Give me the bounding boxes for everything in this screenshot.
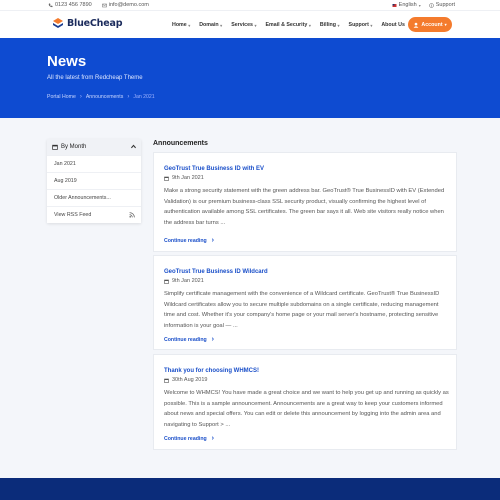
page-title: News <box>47 53 87 70</box>
chevron-right-icon: › <box>211 237 214 244</box>
nav-item-email-security[interactable] <box>266 22 311 28</box>
sidebar-header[interactable] <box>47 139 141 155</box>
brand-name: BlueCheap <box>67 17 123 29</box>
announcement-card <box>153 354 457 450</box>
account-button[interactable] <box>408 17 452 32</box>
announcement-excerpt: Simplify certificate management with the convenience of a Wildcard certificate. GeoTrust® True BusinessID Wildcard certificates allow you to secure multiple subdomains on a single certificate, reducing management time and cost. Whether it's your company's home page or your mail server's hostname, protecting sensitive information is your goal — ... <box>164 291 440 329</box>
sidebar-item-older[interactable] <box>47 189 141 206</box>
sidebar-by-month <box>47 139 141 223</box>
rss-icon <box>129 212 135 218</box>
chevron-right-icon: › <box>211 435 214 442</box>
sidebar-item-label: Jan 2021 <box>54 161 76 167</box>
date-label: 30th Aug 2019 <box>172 377 208 383</box>
breadcrumb-current: Jan 2021 <box>133 94 155 100</box>
announcement-date <box>164 278 204 284</box>
chevron-right-icon: › <box>127 94 130 100</box>
breadcrumb <box>47 94 155 100</box>
calendar-icon <box>164 279 169 284</box>
sidebar-item-label: Older Announcements... <box>54 195 111 201</box>
phone-number: 0123 456 7890 <box>55 2 92 8</box>
top-bar <box>0 0 500 10</box>
flag-icon <box>392 3 397 8</box>
nav-label: Domain <box>199 22 219 28</box>
announcement-title[interactable]: GeoTrust True Business ID Wildcard <box>164 269 268 275</box>
chevron-down-icon: ▾ <box>188 22 191 28</box>
user-icon <box>413 22 419 28</box>
announcement-excerpt: Welcome to WHMCS! You have made a great choice and we want to help you get up and running as quickly as possible. This is a sample announcement. Announcements are a great way to keep your customers informed about news and special offers. You can edit or delete this announcement by logging into the admin area and navigating to Support > ... <box>164 390 449 428</box>
calendar-icon <box>52 144 58 150</box>
announcement-title[interactable]: Thank you for choosing WHMCS! <box>164 368 259 374</box>
continue-reading-label: Continue reading <box>164 237 207 244</box>
announcements-heading: Announcements <box>153 140 208 147</box>
site-header <box>0 10 500 38</box>
sidebar-heading: By Month <box>61 144 87 150</box>
chevron-right-icon: › <box>211 336 214 343</box>
page-hero <box>0 38 500 118</box>
announcement-card <box>153 152 457 252</box>
language-label: English <box>398 2 417 8</box>
announcement-date <box>164 175 204 181</box>
breadcrumb-portal-home[interactable]: Portal Home <box>47 94 76 100</box>
chevron-down-icon: ▾ <box>370 22 373 28</box>
chevron-down-icon: ▾ <box>337 22 340 28</box>
continue-reading-link[interactable] <box>164 435 214 442</box>
nav-item-home[interactable] <box>172 22 190 28</box>
chevron-right-icon: › <box>79 94 82 100</box>
envelope-icon <box>102 3 107 8</box>
continue-reading-link[interactable] <box>164 336 214 343</box>
chevron-down-icon: ▾ <box>308 22 311 28</box>
date-label: 9th Jan 2021 <box>172 175 204 181</box>
main-nav <box>172 22 405 28</box>
sidebar-item-label: Aug 2019 <box>54 178 77 184</box>
nav-label: Services <box>231 22 253 28</box>
nav-label: Billing <box>319 22 337 28</box>
chevron-down-icon: ▾ <box>444 22 447 27</box>
continue-reading-label: Continue reading <box>164 336 207 343</box>
sidebar-item-rss[interactable] <box>47 206 141 223</box>
nav-item-domain[interactable] <box>199 22 222 28</box>
announcement-title[interactable]: GeoTrust True Business ID with EV <box>164 166 265 172</box>
breadcrumb-announcements[interactable]: Announcements <box>85 94 124 100</box>
sidebar-item-label: View RSS Feed <box>54 212 92 218</box>
nav-item-support[interactable] <box>349 22 373 28</box>
chevron-up-icon <box>130 143 137 150</box>
nav-item-billing[interactable] <box>320 22 340 28</box>
phone-contact[interactable] <box>48 2 92 8</box>
announcement-excerpt: Make a strong security statement with the green address bar. GeoTrust® True BusinessID with EV (Extended Validation) is our premium business-class SSL security product, visually confirming the highest level of authentication available among SSL certificates. The green bar says it all. Web site visitors really notice when the address bar turns ... <box>164 188 445 226</box>
email-contact[interactable] <box>102 2 149 8</box>
site-footer <box>0 478 500 500</box>
support-link[interactable] <box>429 2 455 8</box>
chevron-down-icon: ▾ <box>220 22 223 28</box>
chevron-down-icon: ▾ <box>254 22 257 28</box>
sidebar-item-aug-2019[interactable] <box>47 172 141 189</box>
nav-label: Support <box>348 22 369 28</box>
page-subtitle: All the latest from Redcheap Theme <box>47 75 143 81</box>
nav-label: Email & Security <box>265 22 308 28</box>
calendar-icon <box>164 378 169 383</box>
announcement-date <box>164 377 207 383</box>
sidebar-item-jan-2021[interactable] <box>47 155 141 172</box>
language-selector[interactable] <box>392 2 421 8</box>
nav-item-about-us[interactable] <box>381 22 405 28</box>
date-label: 9th Jan 2021 <box>172 278 204 284</box>
continue-reading-link[interactable] <box>164 237 214 244</box>
nav-item-services[interactable] <box>231 22 256 28</box>
support-label: Support <box>435 2 455 8</box>
nav-label: About Us <box>381 22 405 28</box>
brand-logo[interactable] <box>52 17 122 29</box>
info-icon <box>429 3 434 8</box>
nav-label: Home <box>172 22 187 28</box>
phone-icon <box>48 3 53 8</box>
logo-icon <box>52 17 64 29</box>
email-address: info@demo.com <box>108 2 149 8</box>
calendar-icon <box>164 176 169 181</box>
account-label: Account <box>421 21 443 28</box>
announcement-card <box>153 255 457 350</box>
continue-reading-label: Continue reading <box>164 435 207 442</box>
chevron-down-icon: ▾ <box>418 2 421 8</box>
